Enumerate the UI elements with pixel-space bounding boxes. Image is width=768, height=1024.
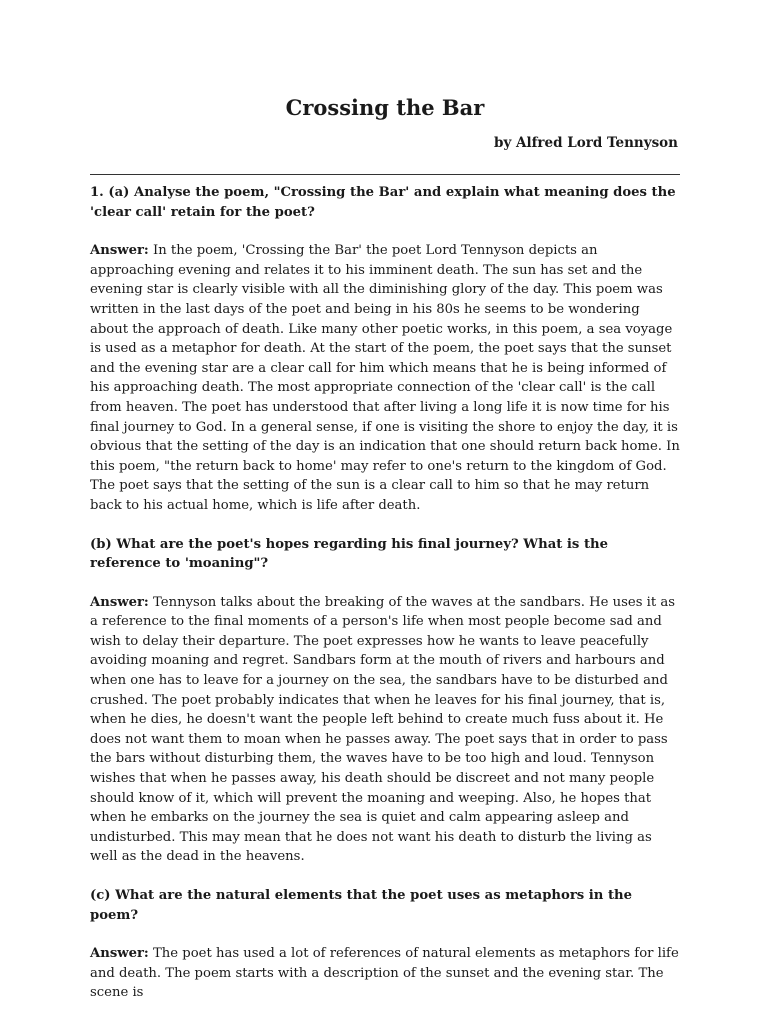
answer-label: Answer: [90,243,149,259]
answer-text: Tennyson talks about the breaking of the waves at the sandbars. He uses it as a reference to the final moments of a person's life when most people become sad and wish to delay their departure. The poet expresses how he wants to leave peacefully avoiding moaning and regret. Sandbars form at the mouth of rivers and harbours and when one has to leave for a journey on the sea, the sandbars have to be disturbed and crushed. The poet probably indicates that when he leaves for his final journey, that is, when he dies, he doesn't want the people left behind to create much fuss about it. He does not want them to moan when he passes away. The poet says that in order to pass the bars without disturbing them, the waves have to be too high and loud. Tennyson wishes that when he passes away, his death should be discreet and not many people should know of it, which will prevent the moaning and weeping. Also, he hopes that when he embarks on the journey the sea is quiet and calm appearing asleep and undisturbed. This may mean that he does not want his death to disturb the living as well as the dead in the heavens. [90,594,676,865]
title-divider [90,174,680,175]
answer-1c [90,944,680,1003]
author-byline: by Alfred Lord Tennyson [494,135,678,151]
answer-label: Answer: [90,594,149,610]
answer-text: In the poem, 'Crossing the Bar' the poet Lord Tennyson depicts an approaching evening and relates it to his imminent death. The sun has set and the evening star is clearly visible with all the diminishing glory of the day. This poem was written in the last days of the poet and being in his 80s he seems to be wondering about the approach of death. Like many other poetic works, in this poem, a sea voyage is used as a metaphor for death. At the start of the poem, the poet says that the sunset and the evening star are a clear call for him which means that he is being informed of his approaching death. The most appropriate connection of the 'clear call' is the call from heaven. The poet has understood that after living a long life it is now time for his final journey to God. In a general sense, if one is visiting the shore to enjoy the day, it is obvious that the setting of the day is an indication that one should return back home. In this poem, "the return back to home' may refer to one's return to the kingdom of God. The poet says that the setting of the sun is a clear call to him so that he may return back to his actual home, which is life after death. [90,243,680,513]
answer-1b [90,593,680,867]
question-1b: (b) What are the poet's hopes regarding his final journey? What is the reference to 'moaning"? [90,536,609,572]
document-body [90,183,680,1022]
answer-1a [90,241,680,515]
question-1a: 1. (a) Analyse the poem, "Crossing the Bar' and explain what meaning does the 'clear call' retain for the poet? [90,185,676,220]
document-title: Crossing the Bar [285,95,485,120]
question-1c: (c) What are the natural elements that the poet uses as metaphors in the poem? [90,888,633,923]
answer-label: Answer: [90,946,149,962]
answer-text: The poet has used a lot of references of natural elements as metaphors for life and death. The poem starts with a description of the sunset and the evening star. The scene is [90,946,679,1001]
